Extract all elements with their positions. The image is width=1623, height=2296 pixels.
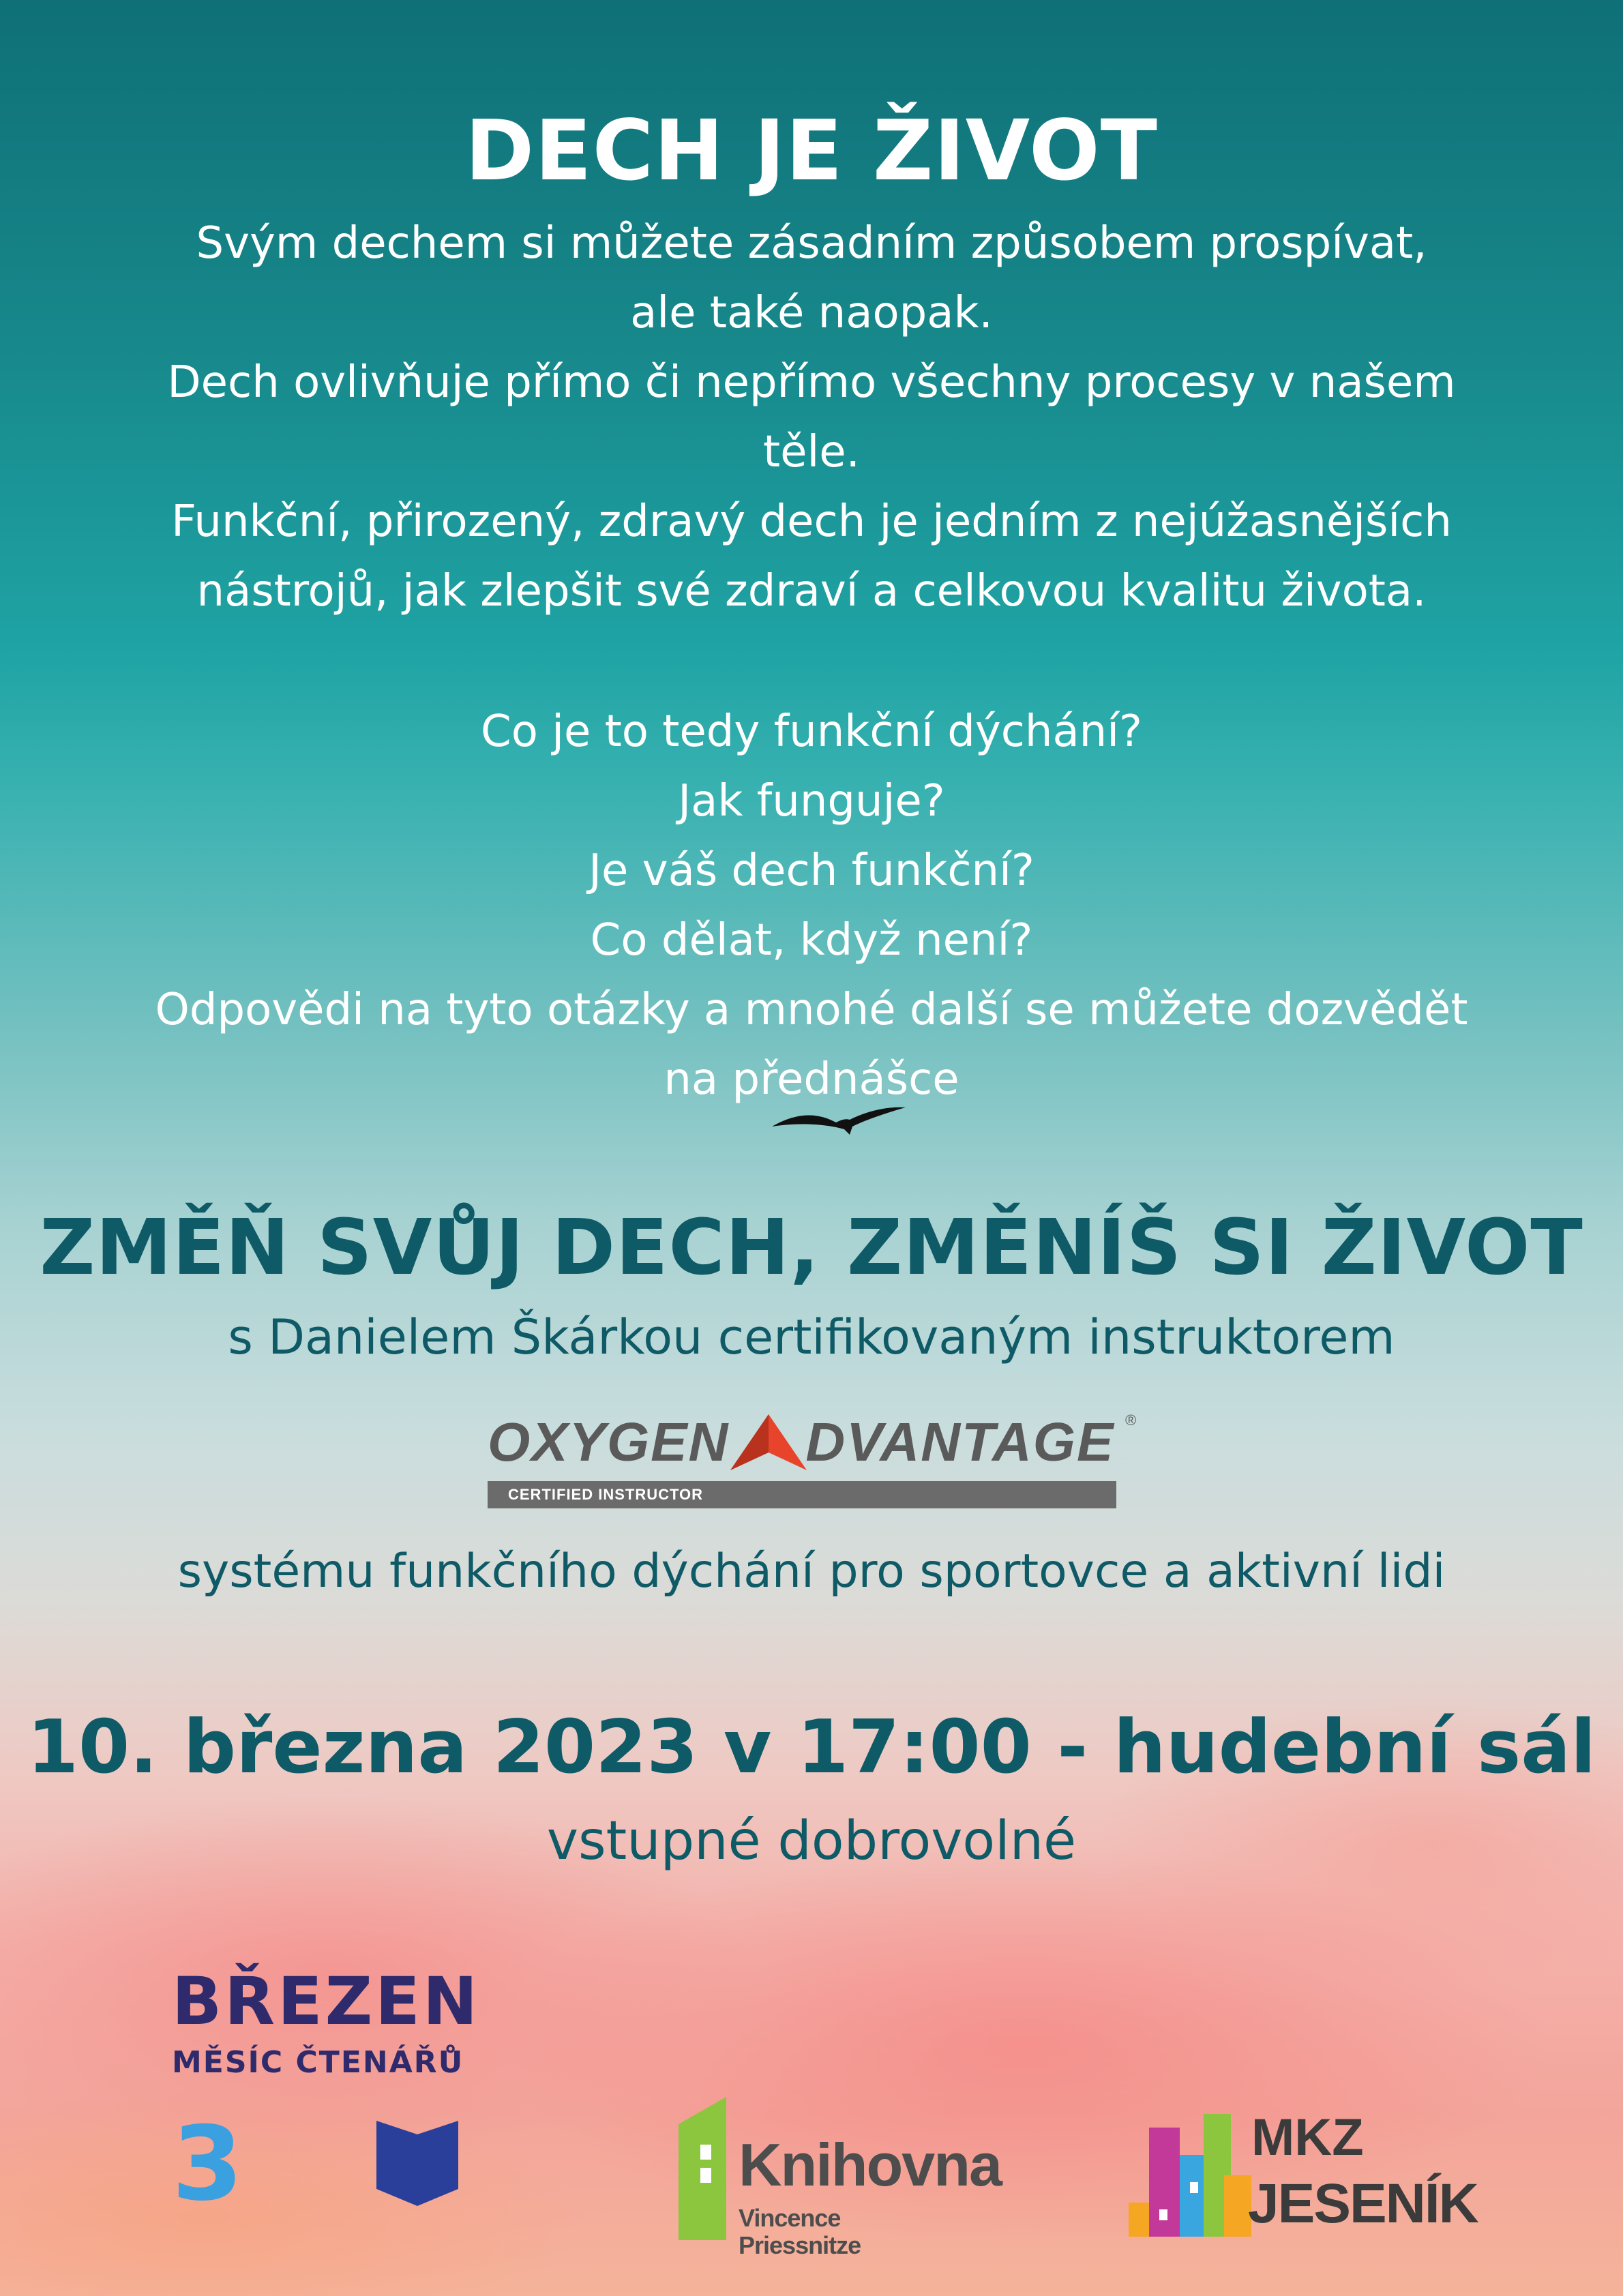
bird-icon bbox=[771, 1099, 907, 1140]
event-datetime: 10. března 2023 v 17:00 - hudební sál bbox=[27, 1705, 1596, 1790]
question-line: Je váš dech funkční? bbox=[589, 846, 1034, 896]
intro-line: Funkční, přirozený, zdravý dech je jedním z nejúžasnějších bbox=[171, 496, 1452, 547]
digit-three: 3 bbox=[172, 2107, 243, 2209]
question-line: Co je to tedy funkční dýchání? bbox=[481, 706, 1142, 757]
intro-line: ale také naopak. bbox=[630, 288, 993, 338]
instructor-line: s Danielem Škárkou certifikovaným instruktorem bbox=[228, 1309, 1395, 1365]
registered-mark: ® bbox=[1125, 1412, 1137, 1429]
knihovna-logo bbox=[679, 2097, 1001, 2259]
oxygen-word-left: OXYGEN bbox=[488, 1412, 730, 1472]
mkz-label: MKZ bbox=[1251, 2108, 1364, 2166]
triangle-icon bbox=[728, 1412, 809, 1473]
brezen-icons bbox=[172, 2107, 472, 2209]
questions-paragraph bbox=[0, 697, 1623, 1114]
question-line: Co dělat, když není? bbox=[590, 915, 1033, 966]
intro-line: nástrojů, jak zlepšit své zdraví a celkovou kvalitu života. bbox=[196, 566, 1427, 616]
mkz-jesenik-logo bbox=[1129, 2107, 1478, 2237]
knihovna-name: Knihovna bbox=[739, 2131, 1001, 2198]
oxygen-word-right: DVANTAGE bbox=[805, 1412, 1115, 1472]
moon-icon bbox=[293, 2114, 346, 2202]
intro-line: těle. bbox=[763, 427, 860, 477]
book-icon bbox=[376, 2121, 458, 2206]
building-icon bbox=[679, 2097, 733, 2240]
oxygen-advantage-logo bbox=[488, 1412, 1142, 1514]
intro-paragraph bbox=[0, 209, 1623, 626]
question-line: na přednášce bbox=[664, 1054, 959, 1105]
entry-fee: vstupné dobrovolné bbox=[546, 1810, 1077, 1872]
brezen-subtitle: MĚSÍC ČTENÁŘŮ bbox=[172, 2045, 464, 2080]
event-subtitle: ZMĚŇ SVŮJ DECH, ZMĚNÍŠ SI ŽIVOT bbox=[40, 1204, 1583, 1292]
city-icon bbox=[1129, 2107, 1251, 2237]
certified-label: CERTIFIED INSTRUCTOR bbox=[508, 1486, 704, 1503]
question-line: Jak funguje? bbox=[678, 776, 945, 826]
knihovna-subtitle: Vincence Priessnitze bbox=[739, 2204, 861, 2259]
page-title: DECH JE ŽIVOT bbox=[465, 102, 1158, 199]
certified-bar bbox=[488, 1481, 1116, 1508]
brezen-title: BŘEZEN bbox=[172, 1963, 481, 2040]
system-line: systému funkčního dýchání pro sportovce a aktivní lidi bbox=[177, 1545, 1446, 1598]
intro-line: Dech ovlivňuje přímo či nepřímo všechny procesy v našem bbox=[167, 357, 1456, 408]
intro-line: Svým dechem si můžete zásadním způsobem prospívat, bbox=[196, 218, 1427, 269]
brezen-logo bbox=[172, 1963, 481, 2209]
jesenik-label: JESENÍK bbox=[1248, 2173, 1478, 2235]
question-line: Odpovědi na tyto otázky a mnohé další se můžete dozvědět bbox=[155, 985, 1468, 1035]
